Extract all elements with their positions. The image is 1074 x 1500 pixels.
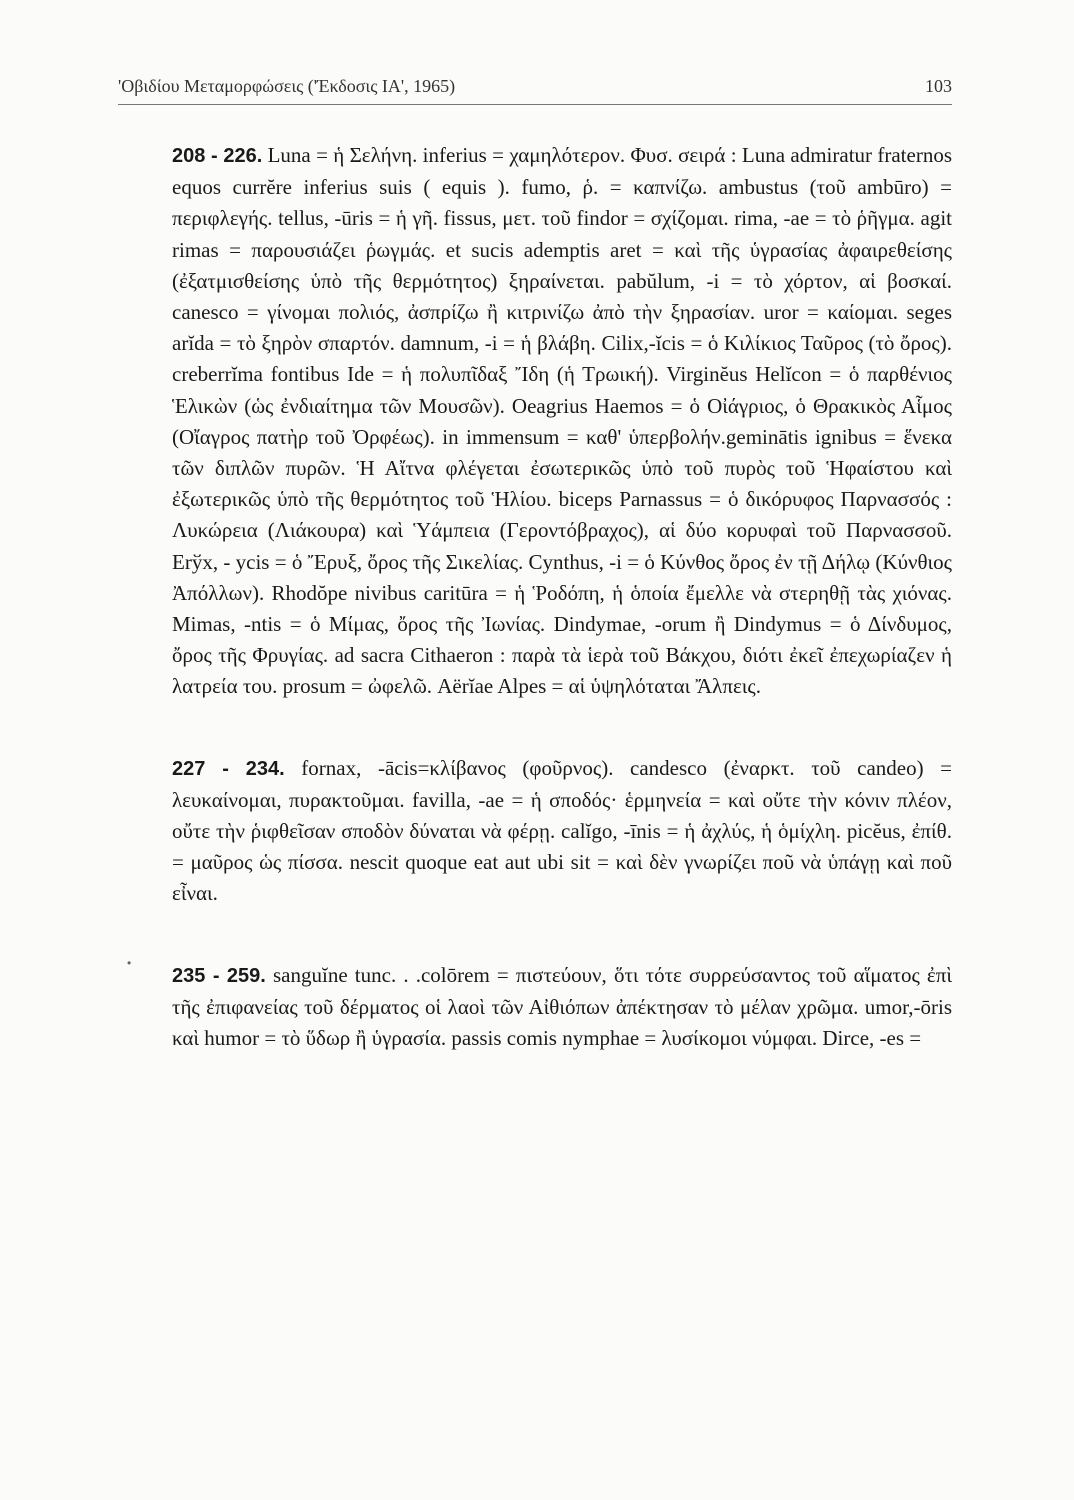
page-number: 103 [925,76,952,96]
running-header [118,76,952,102]
line-range: 235 - 259. [172,964,266,987]
line-range: 208 - 226. [172,145,263,167]
commentary-paragraph [172,960,952,1055]
line-range: 227 - 234. [172,757,285,780]
header-rule [118,104,952,105]
commentary-body [172,140,952,1054]
margin-mark: • [127,956,132,970]
commentary-paragraph [172,753,952,910]
paragraph-text: fornax, -ācis=κλίβανος (φοῦρνος). candesco (ἐναρκτ. τοῦ candeo) = λευκαίνομαι, πυρακτοῦμαι. favilla, -ae = ἡ σποδός· ἑρμηνεία = καὶ οὔτε τὴν κόνιν πλέον, οὔτε τὴν ῥιφθεῖσαν σποδὸν δύναται νὰ φέρῃ. calĭgo, -īnis = ἡ ἀχλύς, ἡ ὁμίχλη. picĕus, ἐπίθ. = μαῦρος ὡς πίσσα. nescit quoque eat aut ubi sit = καὶ δὲν γνωρίζει ποῦ νὰ ὑπάγῃ καὶ ποῦ εἶναι. [172,755,952,906]
running-title: 'Οβιδίου Μεταμορφώσεις ('Έκδοσις ΙΑ', 1965) [118,76,456,96]
paragraph-text: sanguĭne tunc. . .colōrem = πιστεύουν, ὅτι τότε συρρεύσαντος τοῦ αἵματος ἐπὶ τῆς ἐπιφανείας τοῦ δέρματος οἱ λαοὶ τῶν Αἰθιόπων ἀπέκτησαν τὸ μέλαν χρῶμα. umor,-ōris καὶ humor = τὸ ὕδωρ ἢ ὑγρασία. passis comis nymphae = λυσίκομοι νύμφαι. Dirce, -es = [172,962,952,1051]
paragraph-text: Luna = ἡ Σελήνη. inferius = χαμηλότερον. Φυσ. σειρά : Luna admiratur fraternos equos currĕre inferius suis ( equis ). fumo, ῥ. = καπνίζω. ambustus (τοῦ ambūro) = περιφλεγής. tellus, -ūris = ἡ γῆ. fissus, μετ. τοῦ findor = σχίζομαι. rima, -ae = τὸ ῥῆγμα. agit rimas = παρουσιάζει ῥωγμάς. et sucis ademptis aret = καὶ τῆς ὑγρασίας ἀφαιρεθείσης (ἐξατμισθείσης ὑπὸ τῆς θερμότητος) ξηραίνεται. pabŭlum, -i = τὸ χόρτον, αἱ βοσκαί. canesco = γίνομαι πολιός, ἀσπρίζω ἢ κιτρινίζω ἀπὸ τὴν ξηρασίαν. uror = καίομαι. seges arĭda = τὸ ξηρὸν σπαρτόν. damnum, -i = ἡ βλάβη. Cilix,-ĭcis = ὁ Κιλίκιος Ταῦρος (τὸ ὄρος). creberrĭma fontibus Ide = ἡ πολυπῖδαξ Ἴδη (ἡ Τρωική). Virginĕus Helĭcon = ὁ παρθένιος Ἑλικὼν (ὡς ἐνδιαίτημα τῶν Μουσῶν). Oeagrius Haemos = ὁ Οἰάγριος, ὁ Θρακικὸς Αἷμος (Οἴαγρος πατὴρ τοῦ Ὀρφέως). in immensum = καθ' ὑπερβολήν.geminātis ignibus = ἕνεκα τῶν διπλῶν πυρῶν. Ἡ Αἴτνα φλέγεται ἐσωτερικῶς ὑπὸ τοῦ πυρὸς τοῦ Ἡφαίστου καὶ ἐξωτερικῶς ὑπὸ τῆς θερμότητος τοῦ Ἡλίου. biceps Parnassus = ὁ δικόρυφος Παρνασσός : Λυκώρεια (Λιάκουρα) καὶ Ὑάμπεια (Γεροντόβραχος), αἱ δύο κορυφαὶ τοῦ Παρνασσοῦ. Erўx, - ycis = ὁ Ἔρυξ, ὄρος τῆς Σικελίας. Cynthus, -i = ὁ Κύνθος ὄρος ἐν τῇ Δήλῳ (Κύνθιος Ἀπόλλων). Rhodŏpe nivibus caritūra = ἡ Ῥοδόπη, ἡ ὁποία ἔμελλε νὰ στερηθῇ τὰς χιόνας. Mimas, -ntis = ὁ Μίμας, ὄρος τῆς Ἰωνίας. Dindymae, -orum ἢ Dindymus = ὁ Δίνδυμος, ὄρος τῆς Φρυγίας. ad sacra Cithaeron : παρὰ τὰ ἱερὰ τοῦ Βάκχου, διότι ἐκεῖ ἐπεχωρίαζεν ἡ λατρεία του. prosum = ὠφελῶ. Aërĭae Alpes = αἱ ὑψηλόταται Ἄλπεις. [172,143,952,699]
commentary-paragraph [172,140,952,703]
